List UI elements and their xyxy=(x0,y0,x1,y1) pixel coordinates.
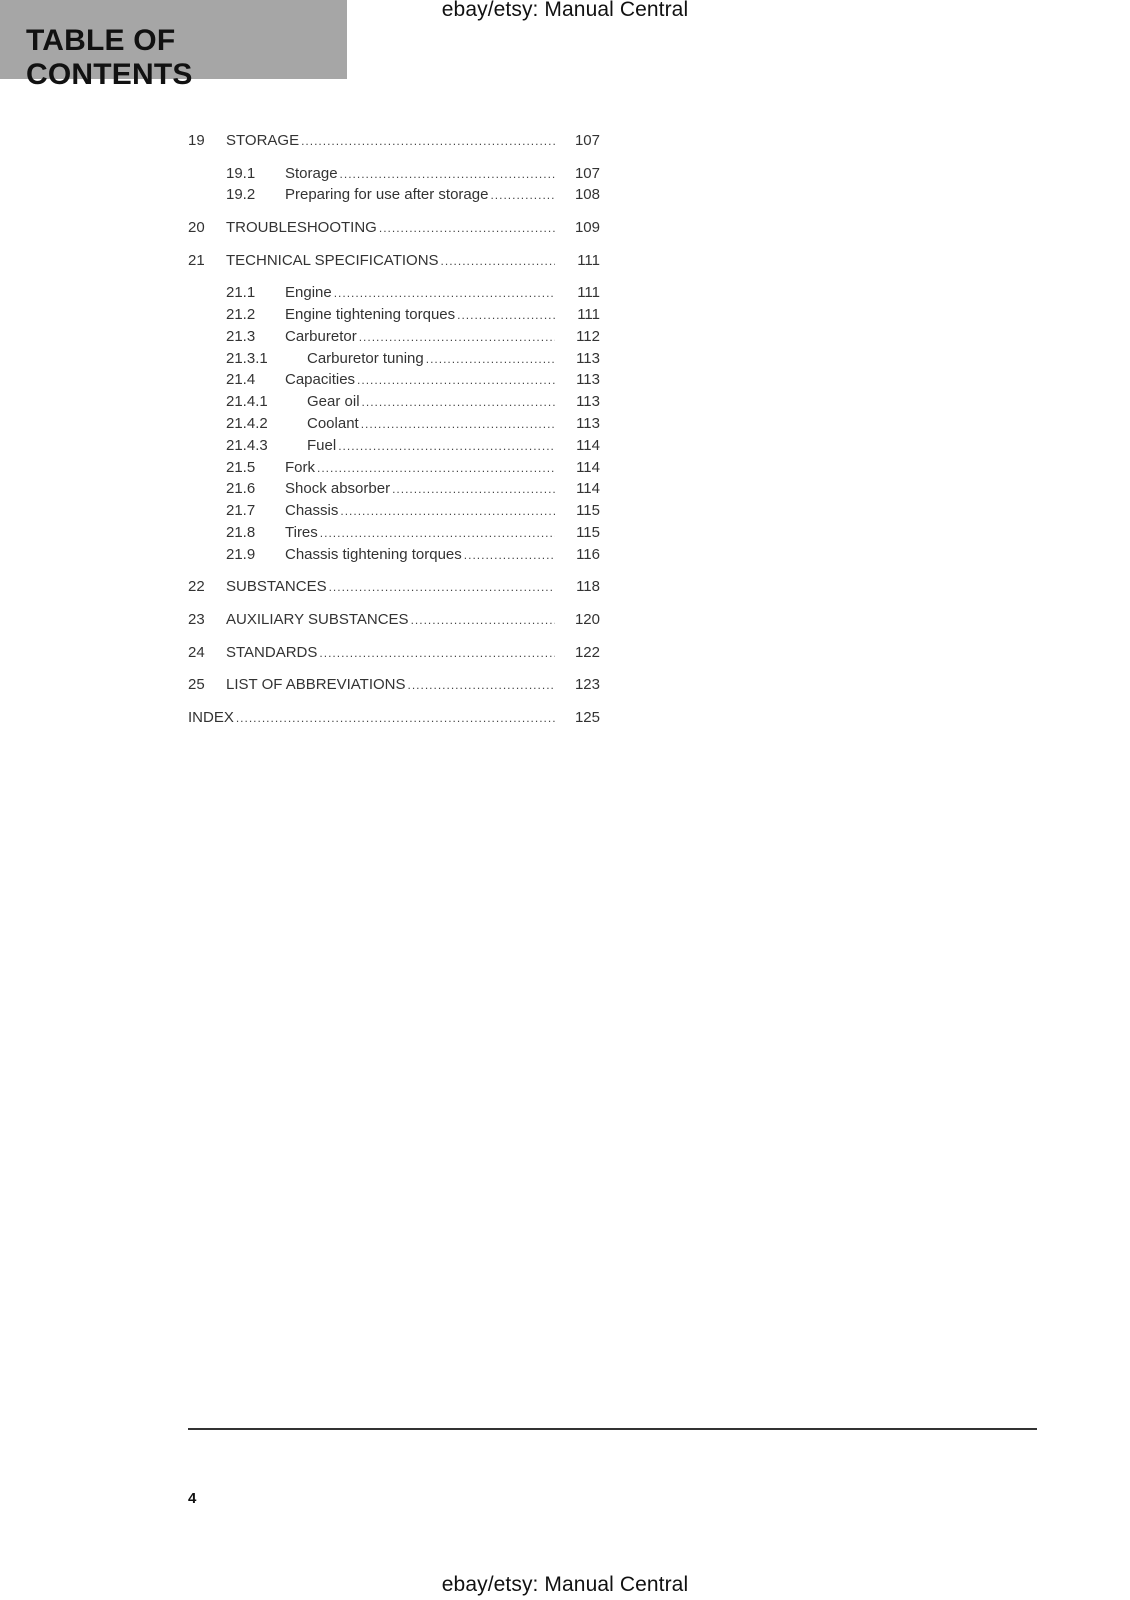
toc-entry[interactable] xyxy=(188,708,600,728)
toc-entry-title: AUXILIARY SUBSTANCES xyxy=(226,611,409,628)
toc-entry-page: 107 xyxy=(574,132,600,149)
toc-entry-page: 108 xyxy=(574,186,600,204)
toc-entry-number: 21.6 xyxy=(226,480,256,498)
page-title: TABLE OF CONTENTS xyxy=(26,24,193,91)
toc-entry-title: SUBSTANCES xyxy=(226,578,327,596)
toc-entry-title: Preparing for use after storage xyxy=(285,186,489,204)
toc-entry[interactable] xyxy=(188,131,600,151)
toc-entry[interactable] xyxy=(188,436,600,456)
toc-entry-page: 122 xyxy=(574,643,600,661)
toc-entry-page: 123 xyxy=(574,676,600,694)
toc-entry-page: 113 xyxy=(576,415,600,432)
toc-entry-leader xyxy=(285,545,555,565)
toc-entry-title: Chassis xyxy=(285,502,339,520)
toc-entry-leader xyxy=(307,414,555,434)
toc-entry[interactable] xyxy=(188,577,600,597)
toc-entry-number: 22 xyxy=(188,578,205,596)
toc-entry[interactable] xyxy=(188,545,600,565)
toc-entry-title: INDEX xyxy=(188,708,234,726)
toc-entry-number: 21.5 xyxy=(226,458,256,476)
dot-leader xyxy=(441,251,555,271)
toc-entry-number: 21.4.2 xyxy=(226,415,268,432)
toc-entry-leader xyxy=(307,349,555,369)
watermark-top: ebay/etsy: Manual Central xyxy=(441,0,689,21)
toc-entry-number: 21.3 xyxy=(226,327,256,345)
toc-entry-number: 21.8 xyxy=(226,524,256,541)
dot-leader xyxy=(357,370,555,390)
toc-entry-leader xyxy=(226,131,555,151)
toc-entry-number: 21.7 xyxy=(226,502,256,520)
toc-entry-title: Engine xyxy=(285,284,332,302)
toc-entry-leader xyxy=(307,392,555,412)
toc-entry-title: Carburetor tuning xyxy=(307,349,424,367)
toc-entry-title: Carburetor xyxy=(285,327,357,345)
toc-entry[interactable] xyxy=(188,370,600,390)
toc-entry-number: 20 xyxy=(188,219,205,236)
toc-entry-title: Engine tightening torques xyxy=(285,306,456,323)
page-number: 4 xyxy=(188,1490,197,1507)
dot-leader xyxy=(340,164,555,184)
toc-entry-leader xyxy=(285,185,555,205)
toc-entry-number: 21.4 xyxy=(226,371,256,389)
dot-leader xyxy=(236,708,555,728)
toc-entry[interactable] xyxy=(188,251,600,271)
toc-entry-page: 107 xyxy=(574,164,600,182)
dot-leader xyxy=(379,218,555,238)
toc-entry-page: 113 xyxy=(576,371,600,389)
toc-entry-title: LIST OF ABBREVIATIONS xyxy=(226,676,406,694)
toc-entry-number: 21.3.1 xyxy=(226,349,268,367)
toc-entry-page: 113 xyxy=(576,393,600,411)
toc-entry-title: STANDARDS xyxy=(226,643,318,661)
toc-entry[interactable] xyxy=(188,218,600,238)
toc-entry-page: 125 xyxy=(574,708,600,726)
dot-leader xyxy=(319,643,555,663)
toc-entry[interactable] xyxy=(188,414,600,434)
dot-leader xyxy=(362,392,555,412)
dot-leader xyxy=(359,327,555,347)
toc-entry[interactable] xyxy=(188,164,600,184)
toc-entry-page: 111 xyxy=(577,306,600,323)
toc-entry-leader xyxy=(188,708,555,728)
toc-entry-leader xyxy=(226,610,555,630)
toc-entry-number: 21 xyxy=(188,251,205,269)
toc-entry-page: 111 xyxy=(577,251,600,269)
toc-entry-title: TECHNICAL SPECIFICATIONS xyxy=(226,251,439,269)
dot-leader xyxy=(490,185,555,205)
toc-entry-page: 114 xyxy=(576,458,600,476)
toc-entry-page: 115 xyxy=(576,502,600,520)
toc-entry[interactable] xyxy=(188,501,600,521)
toc-entry-title: Chassis tightening torques xyxy=(285,545,462,563)
toc-entry[interactable] xyxy=(188,185,600,205)
toc-entry-leader xyxy=(226,577,555,597)
dot-leader xyxy=(411,610,555,630)
watermark-bottom: ebay/etsy: Manual Central xyxy=(441,1573,689,1596)
toc-entry[interactable] xyxy=(188,523,600,543)
toc-entry-number: 19 xyxy=(188,132,205,149)
toc-entry-number: 21.4.3 xyxy=(226,436,268,454)
toc-entry[interactable] xyxy=(188,349,600,369)
toc-entry[interactable] xyxy=(188,458,600,478)
toc-entry-leader xyxy=(285,283,555,303)
toc-entry-title: Shock absorber xyxy=(285,480,391,498)
dot-leader xyxy=(408,675,556,695)
dot-leader xyxy=(334,283,555,303)
toc-entry-page: 114 xyxy=(576,480,600,498)
toc-entry-page: 112 xyxy=(576,327,600,345)
toc-entry[interactable] xyxy=(188,305,600,325)
toc-entry-page: 120 xyxy=(574,611,600,628)
toc-entry-leader xyxy=(226,675,555,695)
toc-entry[interactable] xyxy=(188,327,600,347)
toc-entry-leader xyxy=(285,523,555,543)
toc-entry-number: 25 xyxy=(188,676,205,694)
toc-entry-title: Capacities xyxy=(285,371,356,389)
toc-entry-page: 111 xyxy=(577,284,600,302)
toc-entry[interactable] xyxy=(188,643,600,663)
toc-entry-title: STORAGE xyxy=(226,132,300,149)
dot-leader xyxy=(329,577,555,597)
dot-leader xyxy=(426,349,555,369)
dot-leader xyxy=(301,131,555,151)
toc-entry-page: 114 xyxy=(576,436,600,454)
toc-entry-number: 21.4.1 xyxy=(226,393,268,411)
toc-entry-leader xyxy=(226,251,555,271)
toc-entry-title: Fuel xyxy=(307,436,337,454)
toc-entry-page: 116 xyxy=(576,545,600,563)
toc-entry-number: 21.9 xyxy=(226,545,256,563)
toc-entry[interactable] xyxy=(188,675,600,695)
toc-entry[interactable] xyxy=(188,392,600,412)
toc-entry-leader xyxy=(285,501,555,521)
header-band xyxy=(0,0,347,91)
toc-entry-leader xyxy=(285,458,555,478)
toc-entry-number: 24 xyxy=(188,643,205,661)
toc-entry-leader xyxy=(285,327,555,347)
toc-entry-title: Tires xyxy=(285,524,318,541)
toc-entry[interactable] xyxy=(188,479,600,499)
dot-leader xyxy=(464,545,555,565)
toc-entry-title: Fork xyxy=(285,458,315,476)
toc-entry-leader xyxy=(285,164,555,184)
dot-leader xyxy=(457,305,555,325)
toc-entry-number: 19.1 xyxy=(226,164,256,182)
toc-entry[interactable] xyxy=(188,283,600,303)
toc-entry-leader xyxy=(285,305,555,325)
toc-entry-title: TROUBLESHOOTING xyxy=(226,219,377,236)
dot-leader xyxy=(338,436,555,456)
toc-entry-number: 21.2 xyxy=(226,306,256,323)
toc-entry-leader xyxy=(307,436,555,456)
toc-entry-title: Coolant xyxy=(307,415,359,432)
dot-leader xyxy=(317,458,555,478)
dot-leader xyxy=(392,479,555,499)
toc-entry-page: 113 xyxy=(576,349,600,367)
toc-entry-number: 21.1 xyxy=(226,284,256,302)
dot-leader xyxy=(320,523,555,543)
toc-entry-leader xyxy=(285,370,555,390)
toc-entry-title: Gear oil xyxy=(307,393,360,411)
toc-entry-leader xyxy=(226,218,555,238)
toc-entry-title: Storage xyxy=(285,164,338,182)
dot-leader xyxy=(340,501,555,521)
toc-entry-leader xyxy=(285,479,555,499)
toc-entry-leader xyxy=(226,643,555,663)
toc-entry-page: 118 xyxy=(576,578,600,596)
toc-entry-page: 109 xyxy=(574,219,600,236)
dot-leader xyxy=(361,414,555,434)
footer-divider xyxy=(188,1428,1037,1430)
toc-entry[interactable] xyxy=(188,610,600,630)
toc-entry-number: 19.2 xyxy=(226,186,256,204)
toc-entry-page: 115 xyxy=(576,524,600,541)
toc-entry-number: 23 xyxy=(188,611,205,628)
